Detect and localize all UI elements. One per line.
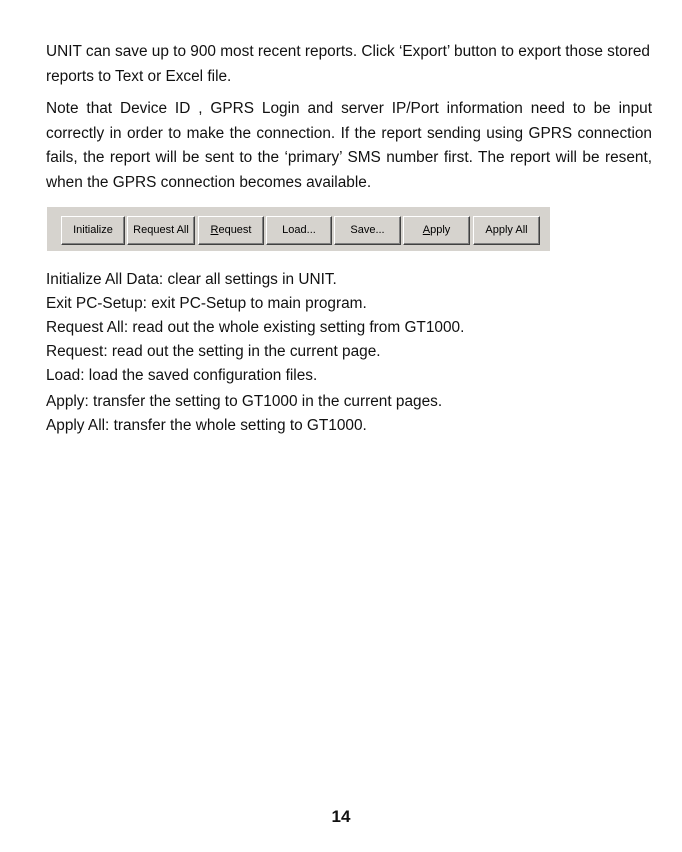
description-request: Request: read out the setting in the current page. bbox=[46, 343, 381, 360]
description-exit-pc-setup: Exit PC-Setup: exit PC-Setup to main program. bbox=[46, 295, 367, 312]
apply-button[interactable] bbox=[403, 216, 470, 245]
apply-mnemonic: A bbox=[422, 224, 431, 236]
export-paragraph: UNIT can save up to 900 most recent reports. Click ‘Export’ button to export those stored reports to Text or Excel file. bbox=[46, 43, 650, 85]
description-load: Load: load the saved configuration files. bbox=[46, 367, 318, 384]
save-button[interactable]: Save... bbox=[334, 216, 401, 245]
button-description-list bbox=[46, 268, 656, 438]
description-apply-all: Apply All: transfer the whole setting to GT1000. bbox=[46, 417, 367, 434]
description-initialize: Initialize All Data: clear all settings in UNIT. bbox=[46, 271, 337, 288]
page-number: 14 bbox=[331, 807, 351, 826]
request-all-button[interactable]: Request All bbox=[127, 216, 195, 245]
request-button[interactable] bbox=[198, 216, 264, 245]
request-mnemonic: R bbox=[210, 224, 219, 236]
gprs-note-paragraph: Note that Device ID , GPRS Login and server IP/Port information need to be input correctly in order to make the connection. If the report sending using GPRS connection fails, the report will be sent to the ‘primary’ SMS number first. The report will be resent, when the GPRS connection becomes available. bbox=[46, 100, 652, 191]
initialize-button[interactable]: Initialize bbox=[61, 216, 125, 245]
description-apply: Apply: transfer the setting to GT1000 in the current pages. bbox=[46, 393, 443, 410]
setup-button-toolbar bbox=[47, 207, 550, 251]
load-button[interactable]: Load... bbox=[266, 216, 332, 245]
apply-label-rest: pply bbox=[430, 224, 451, 236]
apply-all-button[interactable]: Apply All bbox=[473, 216, 540, 245]
description-request-all: Request All: read out the whole existing setting from GT1000. bbox=[46, 319, 465, 336]
request-label-rest: equest bbox=[218, 224, 252, 236]
